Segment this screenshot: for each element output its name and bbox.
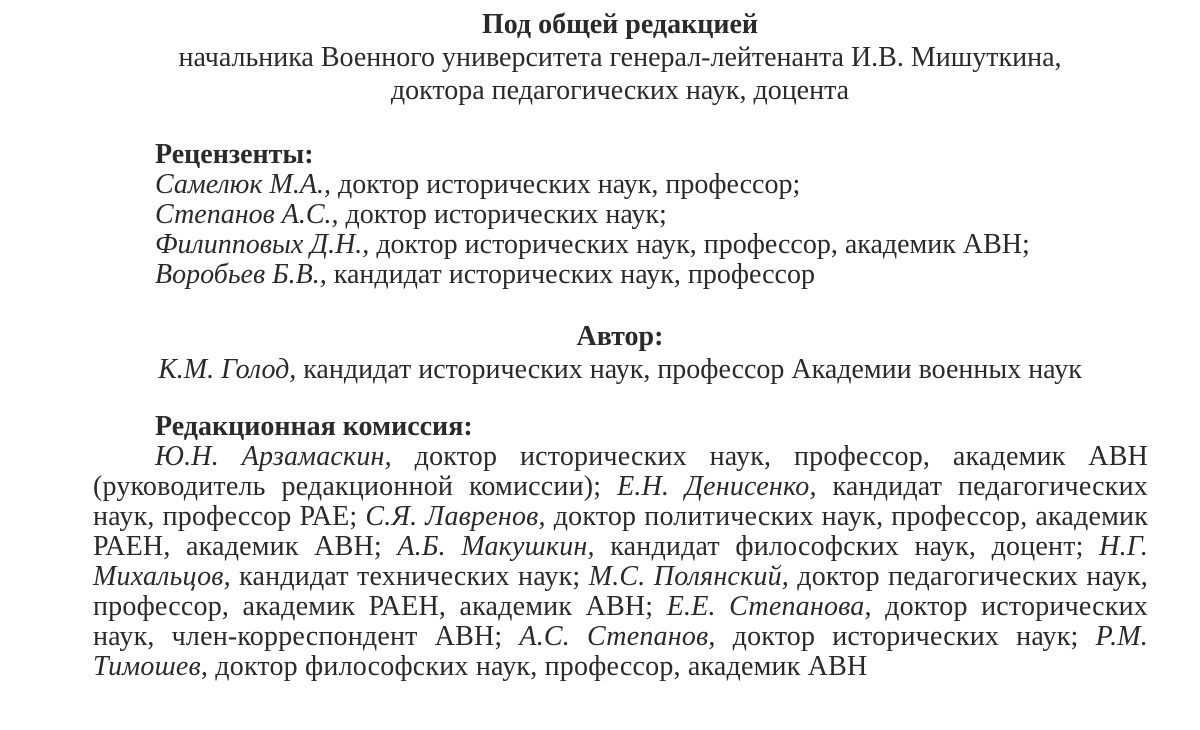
reviewer-item	[155, 230, 1030, 260]
member-desc: кандидат технических наук;	[230, 561, 589, 592]
member-name: М.С. Полянский,	[588, 561, 789, 592]
member-name: А.Б. Макушкин,	[397, 531, 595, 562]
reviewer-desc: доктор исторических наук, профессор;	[330, 169, 801, 200]
member-name: Р.М. Тимошев,	[93, 621, 1148, 682]
author-block	[0, 320, 1200, 386]
reviewer-name: Самелюк М.А.,	[155, 169, 331, 200]
reviewer-name: Степанов А.С.,	[155, 199, 339, 230]
member-desc: кандидат философских наук, доцент;	[594, 531, 1100, 562]
reviewer-desc: доктор исторических наук, профессор, академик АВН;	[369, 229, 1030, 260]
member-desc: доктор исторических наук, профессор, академик АВН (руководитель редакционной комиссии);	[93, 441, 1148, 502]
member-name: Е.Е. Степанова,	[666, 591, 872, 622]
reviewer-name: Филипповых Д.Н.,	[155, 229, 370, 260]
reviewers-block	[155, 140, 1030, 290]
member-desc: доктор политических наук, профессор, академик РАЕН, академик АВН;	[93, 501, 1149, 562]
member-name: Ю.Н. Арзамаскин,	[155, 441, 392, 472]
reviewer-item	[155, 200, 1030, 230]
commission-members-paragraph	[93, 442, 1148, 682]
member-desc: доктор исторических наук, член-корреспондент АВН;	[93, 591, 1149, 652]
author-line	[0, 353, 1200, 386]
author-name: К.М. Голод,	[158, 354, 297, 385]
commission-heading: Редакционная комиссия:	[155, 411, 473, 442]
member-desc: кандидат педагогических наук, профессор РАЕ;	[93, 471, 1148, 532]
editorship-title: Под общей редакцией	[481, 9, 759, 40]
member-name: Е.Н. Денисенко,	[617, 471, 817, 502]
reviewer-item	[155, 170, 1030, 200]
member-desc: доктор педагогических наук, профессор, академик РАЕН, академик АВН;	[93, 561, 1148, 622]
editorial-commission-block	[93, 412, 1148, 682]
member-name: А.С. Степанов,	[519, 621, 716, 652]
editorship-line-2: доктора педагогических наук, доцента	[390, 75, 850, 106]
editorship-line-1: начальника Военного университета генерал-лейтенанта И.В. Мишуткина,	[178, 42, 1062, 73]
member-desc: доктор философских наук, профессор, академик АВН	[208, 651, 868, 682]
member-name: С.Я. Лавренов,	[365, 501, 546, 532]
member-desc: доктор исторических наук;	[715, 621, 1096, 652]
editorship-block	[0, 8, 1200, 107]
author-desc: кандидат исторических наук, профессор Академии военных наук	[296, 354, 1082, 385]
reviewer-name: Воробьев Б.В.,	[155, 259, 327, 290]
member-name: Н.Г. Михальцов,	[93, 531, 1149, 592]
reviewer-item	[155, 260, 1030, 290]
reviewer-desc: доктор исторических наук;	[338, 199, 667, 230]
reviewer-desc: кандидат исторических наук, профессор	[326, 259, 815, 290]
reviewers-heading: Рецензенты:	[155, 139, 314, 170]
author-heading: Автор:	[576, 321, 664, 352]
